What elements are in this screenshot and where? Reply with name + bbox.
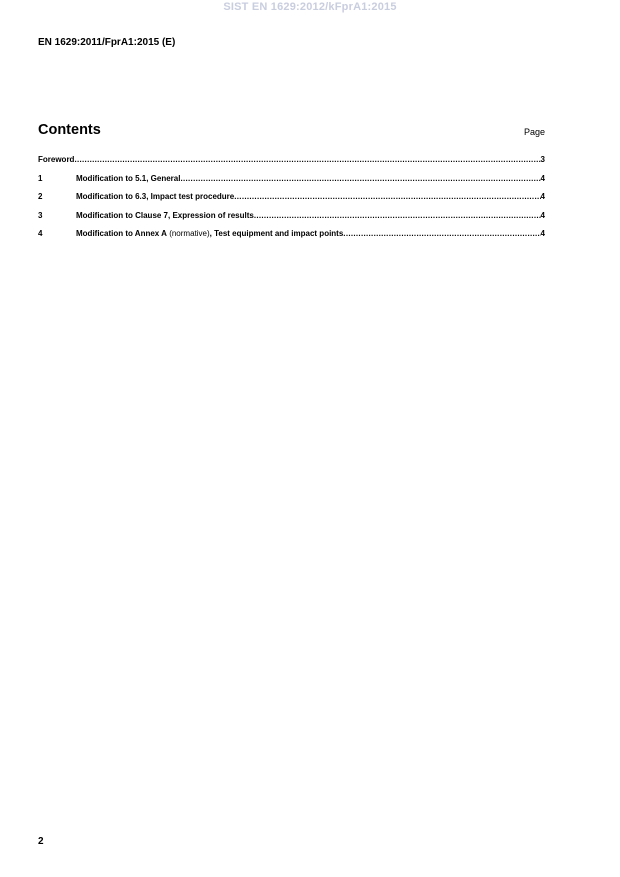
toc-entry-page: 3 xyxy=(540,155,545,164)
toc-entry-page: 4 xyxy=(540,210,545,220)
toc-leader-dots xyxy=(74,155,540,164)
toc-leader-dots xyxy=(343,229,540,238)
table-of-contents xyxy=(38,155,545,248)
toc-entry-2[interactable] xyxy=(38,192,545,211)
toc-entry-page: 4 xyxy=(540,192,545,201)
toc-entry-3[interactable] xyxy=(38,211,545,230)
toc-entry-1[interactable] xyxy=(38,174,545,193)
toc-entry-number: 2 xyxy=(38,192,43,201)
toc-leader-dots xyxy=(234,192,540,201)
page-number: 2 xyxy=(38,836,44,847)
toc-entry-title: Modification to 5.1, General xyxy=(76,173,181,183)
contents-title: Contents xyxy=(38,122,101,138)
toc-entry-title: Modification to 6.3, Impact test procedure xyxy=(76,192,235,201)
toc-entry-title xyxy=(76,229,343,238)
toc-entry-4[interactable] xyxy=(38,229,545,248)
toc-leader-dots xyxy=(254,211,541,220)
toc-entry-page: 4 xyxy=(540,229,545,238)
toc-entry-title: Foreword xyxy=(38,155,75,164)
toc-entry-title-part: Modification to Annex A xyxy=(76,229,167,238)
document-id: EN 1629:2011/FprA1:2015 (E) xyxy=(38,37,176,48)
toc-entry-annex-type: (normative) xyxy=(166,229,210,238)
toc-entry-foreword[interactable] xyxy=(38,155,545,174)
toc-entry-number: 3 xyxy=(38,210,43,220)
page-column-label: Page xyxy=(523,127,545,137)
toc-entry-number: 1 xyxy=(38,173,43,183)
toc-leader-dots xyxy=(180,174,540,183)
toc-entry-title-part: , Test equipment and impact points xyxy=(209,229,344,238)
watermark: SIST EN 1629:2012/kFprA1:2015 xyxy=(223,1,397,13)
toc-entry-number: 4 xyxy=(38,229,43,238)
toc-entry-title: Modification to Clause 7, Expression of results xyxy=(76,210,254,220)
toc-entry-page: 4 xyxy=(540,173,545,183)
